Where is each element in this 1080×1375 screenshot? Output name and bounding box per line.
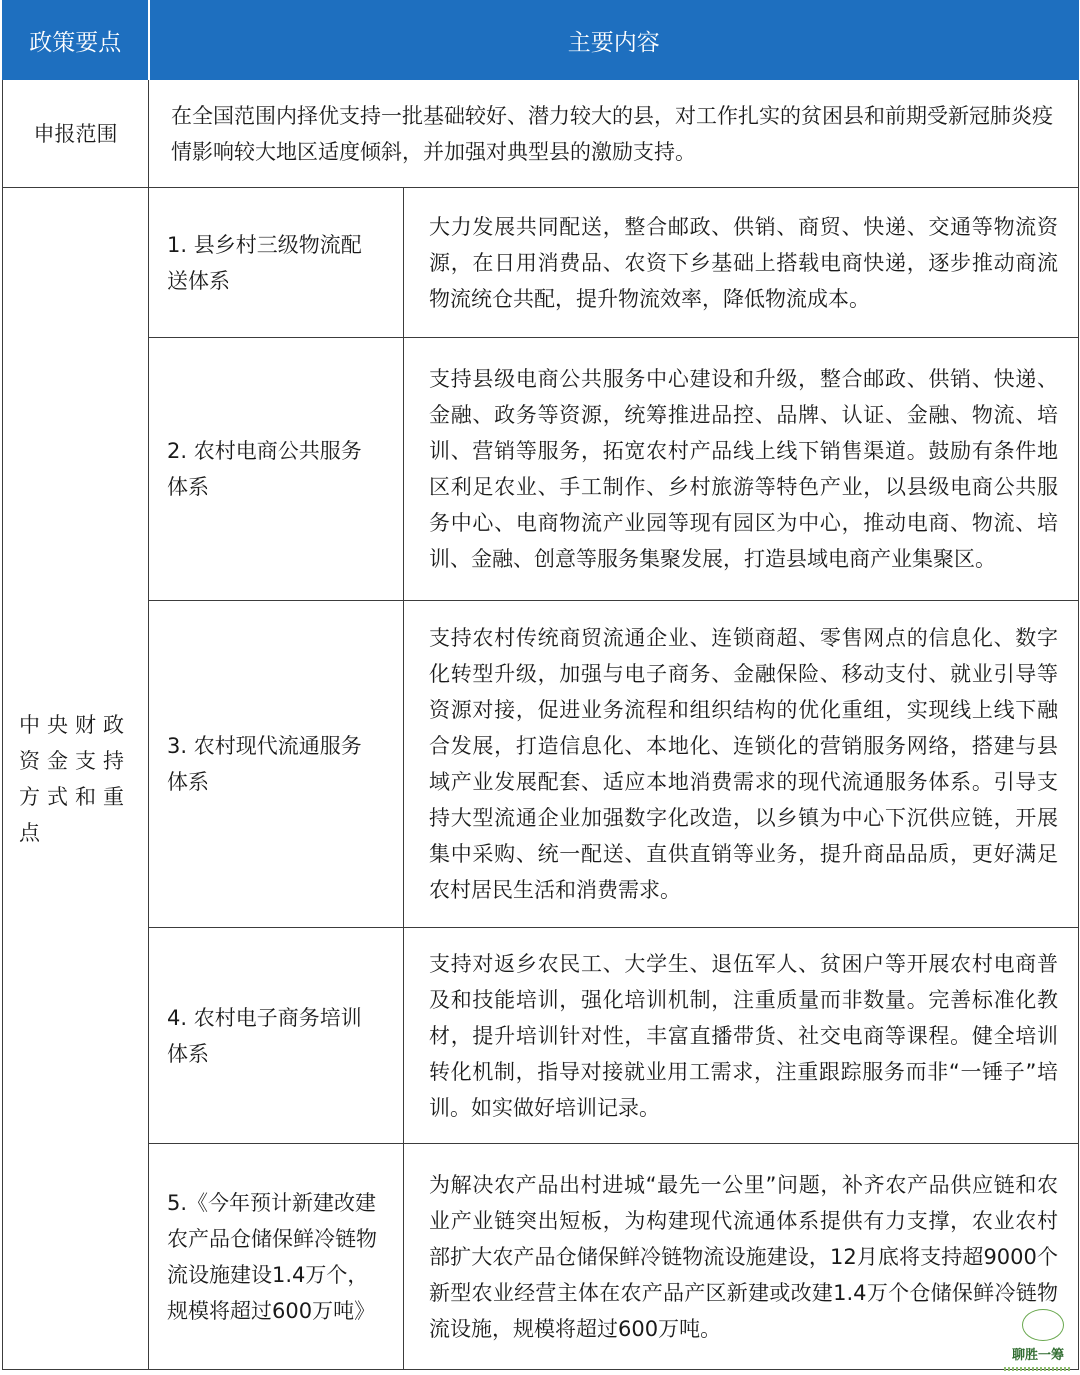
item-name: 5.《今年预计新建改建农产品仓储保鲜冷链物流设施建设1.4万个，规模将超过600万吨》 bbox=[149, 1144, 404, 1370]
item-name: 3. 农村现代流通服务体系 bbox=[149, 601, 404, 928]
table-row bbox=[3, 188, 1079, 338]
leaf-logo-icon bbox=[1022, 1309, 1064, 1341]
item-content: 支持对返乡农民工、大学生、退伍军人、贫困户等开展农村电商普及和技能培训，强化培训机制，注重质量而非数量。完善标准化教材，提升培训针对性，丰富直播带货、社交电商等课程。健全培训转化机制，指导对接就业用工需求，注重跟踪服务而非“一锤子”培训。如实做好培训记录。 bbox=[404, 928, 1079, 1144]
table-row bbox=[3, 80, 1079, 188]
item-content: 支持农村传统商贸流通企业、连锁商超、零售网点的信息化、数字化转型升级，加强与电子商务、金融保险、移动支付、就业引导等资源对接，促进业务流程和组织结构的优化重组，实现线上线下融合发展，打造信息化、本地化、连锁化的营销服务网络，搭建与县域产业发展配套、适应本地消费需求的现代流通服务体系。引导支持大型流通企业加强数字化改造，以乡镇为中心下沉供应链，开展集中采购、统一配送、直供直销等业务，提升商品品质，更好满足农村居民生活和消费需求。 bbox=[404, 601, 1079, 928]
scope-label: 申报范围 bbox=[3, 80, 149, 188]
watermark-logo bbox=[1000, 1309, 1076, 1371]
item-name: 1. 县乡村三级物流配送体系 bbox=[149, 188, 404, 338]
header-policy-points: 政策要点 bbox=[3, 1, 149, 80]
watermark-underline bbox=[1004, 1367, 1072, 1371]
watermark-text: 聊胜一筹 bbox=[1011, 1348, 1064, 1363]
table-row bbox=[3, 338, 1079, 601]
item-content: 为解决农产品出村进城“最先一公里”问题，补齐农产品供应链和农业产业链突出短板，为构建现代流通体系提供有力支撑，农业农村部扩大农产品仓储保鲜冷链物流设施建设，12月底将支持超9000个新型农业经营主体在农产品产区新建或改建1.4万个仓储保鲜冷链物流设施，规模将超过600万吨。 bbox=[404, 1144, 1079, 1370]
policy-table bbox=[2, 0, 1079, 1370]
scope-text: 在全国范围内择优支持一批基础较好、潜力较大的县，对工作扎实的贫困县和前期受新冠肺炎疫情影响较大地区适度倾斜，并加强对典型县的激励支持。 bbox=[149, 80, 1079, 188]
support-label: 中央财政资金支持方式和重点 bbox=[3, 188, 149, 1370]
item-content: 大力发展共同配送，整合邮政、供销、商贸、快递、交通等物流资源，在日用消费品、农资下乡基础上搭载电商快递，逐步推动商流物流统仓共配，提升物流效率，降低物流成本。 bbox=[404, 188, 1079, 338]
table-header-row bbox=[3, 1, 1079, 80]
item-name: 2. 农村电商公共服务体系 bbox=[149, 338, 404, 601]
item-name: 4. 农村电子商务培训体系 bbox=[149, 928, 404, 1144]
table-row bbox=[3, 928, 1079, 1144]
header-main-content: 主要内容 bbox=[149, 1, 1079, 80]
table-row bbox=[3, 601, 1079, 928]
item-content: 支持县级电商公共服务中心建设和升级，整合邮政、供销、快递、金融、政务等资源，统筹推进品控、品牌、认证、金融、物流、培训、营销等服务，拓宽农村产品线上线下销售渠道。鼓励有条件地区利足农业、手工制作、乡村旅游等特色产业，以县级电商公共服务中心、电商物流产业园等现有园区为中心，推动电商、物流、培训、金融、创意等服务集聚发展，打造县域电商产业集聚区。 bbox=[404, 338, 1079, 601]
table-row bbox=[3, 1144, 1079, 1370]
